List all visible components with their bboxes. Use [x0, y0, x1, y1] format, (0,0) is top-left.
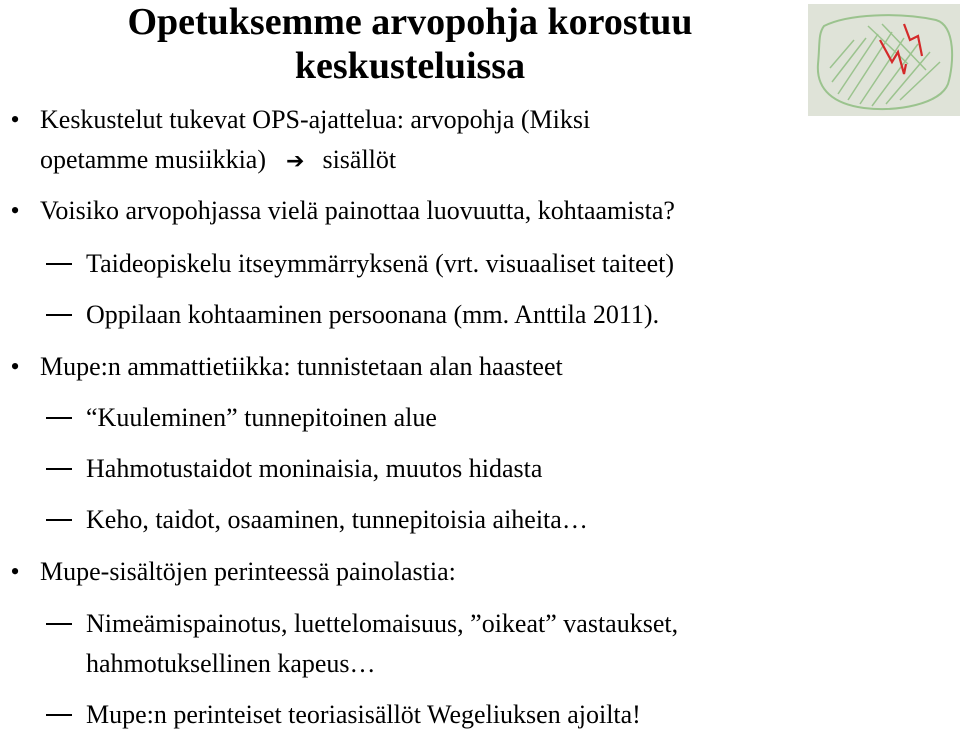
- bullet-text: Mupe-sisältöjen perinteessä painolastia:: [40, 557, 456, 586]
- sub-bullet-text: Hahmotustaidot moninaisia, muutos hidasta: [86, 454, 543, 483]
- dash-icon: [46, 519, 72, 521]
- bullet-dot-icon: •: [10, 352, 20, 381]
- arrow-right-icon: ➔: [286, 149, 305, 174]
- dash-icon: [46, 263, 72, 265]
- sub-bullet-text: Oppilaan kohtaaminen persoonana (mm. Anttila 2011).: [86, 300, 660, 329]
- doodle-image: [808, 4, 960, 116]
- bullet-dot-icon: •: [10, 196, 20, 225]
- sub-bullet-text: Keho, taidot, osaaminen, tunnepitoisia aiheita…: [86, 505, 588, 534]
- sub-bullet-text-continuation: hahmotuksellinen kapeus…: [86, 649, 376, 678]
- dash-icon: [46, 623, 72, 625]
- bullet-text-part: sisällöt: [322, 145, 397, 174]
- dash-icon: [46, 468, 72, 470]
- dash-icon: [46, 314, 72, 316]
- bullet-text-part: opetamme musiikkia): [40, 145, 267, 174]
- sub-bullet-text: Nimeämispainotus, luettelomaisuus, ”oikeat” vastaukset,: [86, 609, 679, 638]
- dash-icon: [46, 714, 72, 716]
- title-line-1: Opetuksemme arvopohja korostuu: [127, 1, 693, 43]
- slide-title: [40, 0, 780, 88]
- bullet-text: Voisiko arvopohjassa vielä painottaa luovuutta, kohtaamista?: [40, 196, 675, 225]
- bullet-dot-icon: •: [10, 557, 20, 586]
- sub-bullet-text: Taideopiskelu itseymmärryksenä (vrt. visuaaliset taiteet): [86, 249, 675, 278]
- sub-bullet-text: “Kuuleminen” tunnepitoinen alue: [86, 403, 437, 432]
- title-line-2: keskusteluissa: [294, 45, 526, 87]
- bullet-text: Keskustelut tukevat OPS-ajattelua: arvopohja (Miksi: [40, 105, 591, 134]
- sub-bullet-text: Mupe:n perinteiset teoriasisällöt Wegeliuksen ajoilta!: [86, 700, 641, 729]
- dash-icon: [46, 417, 72, 419]
- bullet-text-continuation: [40, 138, 396, 184]
- bullet-dot-icon: •: [10, 105, 20, 134]
- bullet-text: Mupe:n ammattietiikka: tunnistetaan alan haasteet: [40, 352, 563, 381]
